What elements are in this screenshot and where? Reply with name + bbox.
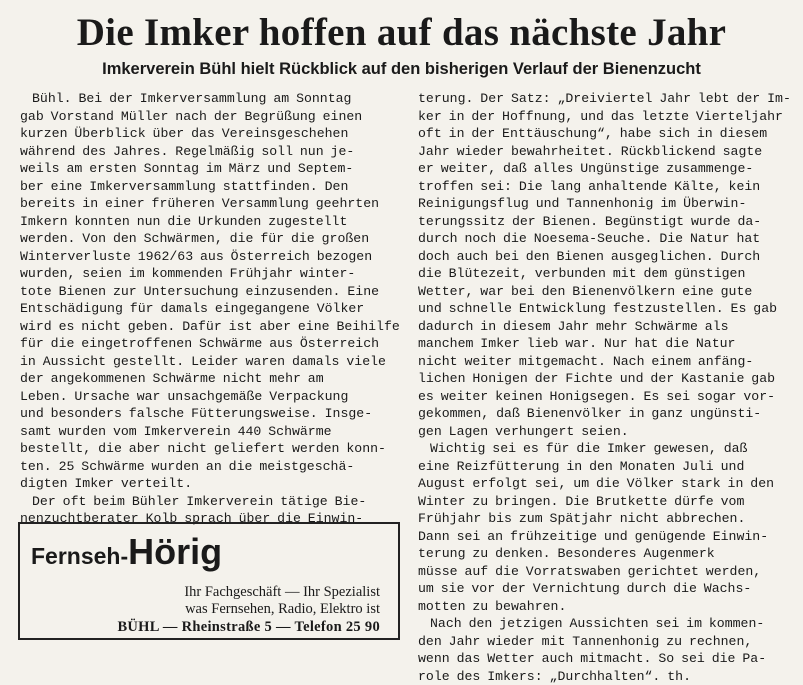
text-line: tote Bienen zur Untersuchung einzusenden. Eine <box>20 283 406 301</box>
text-line: bestellt, die aber nicht geliefert werden konn- <box>20 440 406 458</box>
text-line: und schnelle Entwicklung festzustellen. Es gab <box>418 300 792 318</box>
text-line: für die eingetroffenen Schwärme aus Österreich <box>20 335 406 353</box>
text-line: gen Lagen verhungert seien. <box>418 423 792 441</box>
advertisement-box <box>18 522 400 640</box>
text-line: nenzuchtberater Kolb sprach über die Einwin- <box>20 510 406 528</box>
text-line: während des Jahres. Regelmäßig soll nun je- <box>20 143 406 161</box>
article-column-right <box>418 90 792 685</box>
text-line: es weiter keinen Honigsegen. Es sei sogar vor- <box>418 388 792 406</box>
ad-line-3: BÜHL — Rheinstraße 5 — Telefon 25 90 <box>117 619 380 636</box>
text-line: terung zu denken. Besonderes Augenmerk <box>418 545 792 563</box>
text-line: werden. Von den Schwärmen, die für die großen <box>20 230 406 248</box>
text-line: den Jahr wieder mit Tannenhonig zu rechnen, <box>418 633 792 651</box>
text-line: Frühjahr bis zum Spätjahr nicht abbrechen. <box>418 510 792 528</box>
text-line: role des Imkers: „Durchhalten“. th. <box>418 668 792 685</box>
text-line: Winterverluste 1962/63 aus Österreich bezogen <box>20 248 406 266</box>
text-line: die Blütezeit, verbunden mit dem günstigen <box>418 265 792 283</box>
text-line: müsse auf die Vorratswaben gerichtet werden, <box>418 563 792 581</box>
text-line: Dann sei an frühzeitige und genügende Einwin- <box>418 528 792 546</box>
text-line: Entschädigung für damals eingegangene Völker <box>20 300 406 318</box>
text-line: Der oft beim Bühler Imkerverein tätige Bie- <box>20 493 406 511</box>
text-line: doch auch bei den Bienen ausgeglichen. Durch <box>418 248 792 266</box>
text-line: gekommen, daß Bienenvölker in ganz ungünsti- <box>418 405 792 423</box>
ad-brand <box>31 531 222 573</box>
text-line: und besonders falsche Fütterungsweise. Insge- <box>20 405 406 423</box>
text-line: Wichtig sei es für die Imker gewesen, daß <box>418 440 792 458</box>
text-line: digten Imker verteilt. <box>20 475 406 493</box>
ad-line-2: was Fernsehen, Radio, Elektro ist <box>185 601 380 618</box>
text-line: eine Reizfütterung in den Monaten Juli und <box>418 458 792 476</box>
text-line: in Aussicht gestellt. Leider waren damals viele <box>20 353 406 371</box>
text-line: Jahr wieder bewahrheitet. Rückblickend sagte <box>418 143 792 161</box>
text-line: ker in der Hoffnung, und das letzte Vierteljahr <box>418 108 792 126</box>
text-line: troffen sei: Die lang anhaltende Kälte, kein <box>418 178 792 196</box>
text-line: Wetter, war bei den Bienenvölkern eine gute <box>418 283 792 301</box>
text-line: ber eine Imkerversammlung stattfinden. Den <box>20 178 406 196</box>
text-line: wenn das Wetter auch mitmacht. So sei die Pa- <box>418 650 792 668</box>
text-line: bereits in einer früheren Versammlung geehrten <box>20 195 406 213</box>
text-line: manchem Imker lieb war. Nur hat die Natur <box>418 335 792 353</box>
text-line: gab Vorstand Müller nach der Begrüßung einen <box>20 108 406 126</box>
text-line: August erfolgt sei, um die Völker stark in den <box>418 475 792 493</box>
text-line: nicht weiter mitgemacht. Nach einem anfäng- <box>418 353 792 371</box>
text-line: der angekommenen Schwärme nicht mehr am <box>20 370 406 388</box>
text-line: Nach den jetzigen Aussichten sei im kommen- <box>418 615 792 633</box>
text-line: motten zu bewahren. <box>418 598 792 616</box>
text-line: um sie vor der Vernichtung durch die Wachs- <box>418 580 792 598</box>
text-line: Winter zu bringen. Die Brutkette dürfe vom <box>418 493 792 511</box>
article-column-left <box>20 90 406 528</box>
text-line: weils am ersten Sonntag im März und Septem- <box>20 160 406 178</box>
text-line: er weiter, daß alles Ungünstige zusammenge- <box>418 160 792 178</box>
text-line: terungssitz der Bienen. Begünstigt wurde da- <box>418 213 792 231</box>
text-line: dadurch in diesem Jahr mehr Schwärme als <box>418 318 792 336</box>
subheadline: Imkerverein Bühl hielt Rückblick auf den bisherigen Verlauf der Bienenzucht <box>0 60 803 79</box>
text-line: ten. 25 Schwärme wurden an die meistgeschä- <box>20 458 406 476</box>
text-line: lichen Honigen der Fichte und der Kastanie gab <box>418 370 792 388</box>
text-line: terung. Der Satz: „Dreiviertel Jahr lebt der Im- <box>418 90 792 108</box>
text-line: Leben. Ursache war unsachgemäße Verpackung <box>20 388 406 406</box>
ad-line-1: Ihr Fachgeschäft — Ihr Spezialist <box>184 584 380 601</box>
text-line: Imkern konnten nun die Urkunden zugestellt <box>20 213 406 231</box>
headline: Die Imker hoffen auf das nächste Jahr <box>0 10 803 55</box>
text-line: Bühl. Bei der Imkerversammlung am Sonntag <box>20 90 406 108</box>
ad-brand-part2: Hörig <box>128 531 222 572</box>
text-line: wird es nicht geben. Dafür ist aber eine Beihilfe <box>20 318 406 336</box>
text-line: Reinigungsflug und Tannenhonig im Überwin- <box>418 195 792 213</box>
ad-brand-part1: Fernseh- <box>31 543 128 569</box>
text-line: oft in der Enttäuschung“, habe sich in diesem <box>418 125 792 143</box>
text-line: samt wurden vom Imkerverein 440 Schwärme <box>20 423 406 441</box>
text-line: wurden, seien im kommenden Frühjahr winter- <box>20 265 406 283</box>
text-line: kurzen Überblick über das Vereinsgeschehen <box>20 125 406 143</box>
text-line: durch noch die Noesema-Seuche. Die Natur hat <box>418 230 792 248</box>
